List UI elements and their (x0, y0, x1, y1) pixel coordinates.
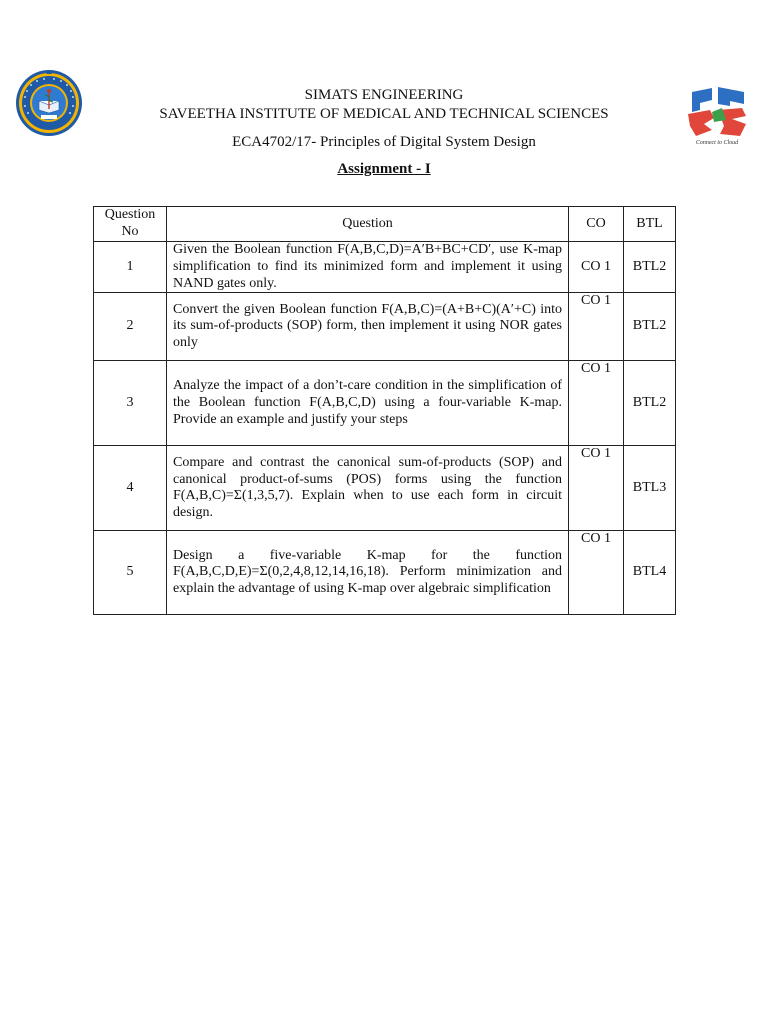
institution-line-2: SAVEETHA INSTITUTE OF MEDICAL AND TECHNICAL SCIENCES (159, 106, 609, 122)
institution-line-1: SIMATS ENGINEERING (304, 87, 464, 103)
question-number: 5 (94, 531, 167, 615)
question-number: 4 (94, 446, 167, 531)
question-text: Analyze the impact of a don’t-care condition in the simplification of the Boolean function F(A,B,C,D) using a four-variable K-map. Provide an example and justify your steps (167, 361, 569, 446)
question-number: 1 (94, 242, 167, 293)
table-row (94, 293, 676, 361)
bloom-level: BTL2 (624, 361, 676, 446)
question-text: Compare and contrast the canonical sum-of-products (SOP) and canonical product-of-sums (POS) forms using the function F(A,B,C)=Σ(1,3,5,7). Explain when to use each form in circuit design. (167, 446, 569, 531)
table-header-row (94, 207, 676, 242)
column-header-co: CO (569, 207, 624, 242)
table-row (94, 361, 676, 446)
bloom-level: BTL4 (624, 531, 676, 615)
question-number: 3 (94, 361, 167, 446)
table-row (94, 531, 676, 615)
question-table (93, 206, 676, 615)
bloom-level: BTL2 (624, 242, 676, 293)
course-outcome: CO 1 (569, 361, 624, 446)
course-outcome: CO 1 (569, 446, 624, 531)
column-header-btl: BTL (624, 207, 676, 242)
course-outcome: CO 1 (569, 531, 624, 615)
column-header-qno: Question No (94, 207, 167, 242)
bloom-level: BTL2 (624, 293, 676, 361)
question-text: Given the Boolean function F(A,B,C,D)=A′B+BC+CD′, use K-map simplification to find its minimized form and implement it using NAND gates only. (167, 242, 569, 293)
course-outcome: CO 1 (569, 242, 624, 293)
table-row (94, 446, 676, 531)
logo-tagline: Connect to Cloud (695, 140, 739, 146)
assignment-title: Assignment - I (337, 161, 431, 177)
question-text: Design a five-variable K-map for the function F(A,B,C,D,E)=Σ(0,2,4,8,12,14,16,18). Perform minimization and explain the advantage of using K-map over algebraic simplification (167, 531, 569, 615)
course-outcome: CO 1 (569, 293, 624, 361)
course-title: ECA4702/17- Principles of Digital System Design (232, 134, 536, 150)
question-text: Convert the given Boolean function F(A,B,C)=(A+B+C)(A′+C) into its sum-of-products (SOP) form, then implement it using NOR gates only (167, 293, 569, 361)
question-number: 2 (94, 293, 167, 361)
column-header-question: Question (167, 207, 569, 242)
table-row (94, 242, 676, 293)
bloom-level: BTL3 (624, 446, 676, 531)
